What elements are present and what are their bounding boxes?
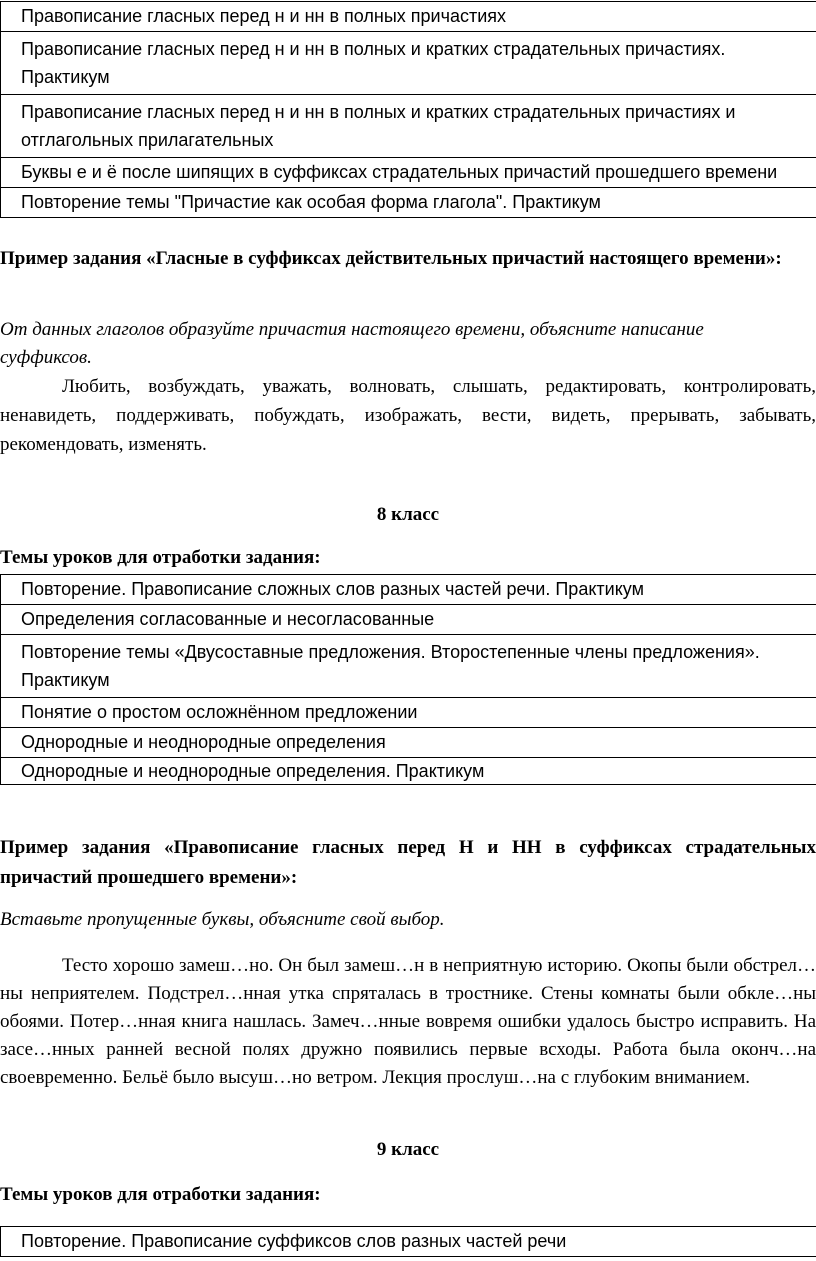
example-heading: Пример задания «Правописание гласных перед Н и НН в суффиксах страдательных причастий прошедшего времени»: (0, 837, 816, 888)
table-cell: Определения согласованные и несогласованные (1, 605, 816, 635)
topics-heading: Темы уроков для отработки задания: (0, 547, 321, 568)
table-row (1, 635, 816, 698)
topics-table-8 (0, 574, 816, 785)
table-row (1, 188, 816, 218)
table-row (1, 758, 816, 785)
table-cell: Понятие о простом осложнённом предложении (1, 698, 816, 728)
table-cell: Повторение темы "Причастие как особая форма глагола". Практикум (1, 188, 816, 218)
table-row (1, 95, 816, 158)
example-instruction: Вставьте пропущенные буквы, объясните свой выбор. (0, 909, 445, 930)
table-row (1, 1227, 816, 1257)
table-row (1, 605, 816, 635)
table-row (1, 158, 816, 188)
table-row (1, 32, 816, 95)
table-cell: Повторение. Правописание суффиксов слов разных частей речи (1, 1227, 816, 1257)
table-cell: Правописание гласных перед н и нн в полных причастиях (1, 2, 816, 32)
topics-table-9 (0, 1226, 816, 1257)
grade-title: 9 класс (376, 1139, 440, 1160)
table-row (1, 728, 816, 758)
table-cell: Правописание гласных перед н и нн в полных и кратких страдательных причастиях и отглагольных прилагательных (1, 95, 816, 158)
table-cell: Правописание гласных перед н и нн в полных и кратких страдательных причастиях. Практикум (1, 32, 816, 95)
table-cell: Однородные и неоднородные определения (1, 728, 816, 758)
table-cell: Повторение. Правописание сложных слов разных частей речи. Практикум (1, 575, 816, 605)
example-instruction: От данных глаголов образуйте причастия настоящего времени, объясните написание суффиксов. (0, 319, 704, 368)
table-row (1, 698, 816, 728)
table-cell: Повторение темы «Двусоставные предложения. Второстепенные члены предложения». Практикум (1, 635, 816, 698)
table-cell: Буквы е и ё после шипящих в суффиксах страдательных причастий прошедшего времени (1, 158, 816, 188)
example-heading: Пример задания «Гласные в суффиксах действительных причастий настоящего времени»: (0, 248, 782, 269)
topics-heading: Темы уроков для отработки задания: (0, 1184, 321, 1205)
table-row (1, 575, 816, 605)
table-row (1, 2, 816, 32)
example-text: Тесто хорошо замеш…но. Он был замеш…н в неприятную историю. Окопы были обстрел…ны неприятелем. Подстрел…нная утка спряталась в тростнике. Стены комнаты были обкле…ны обоями. Потер…нная книга нашлась. Замеч…нные вовремя ошибки удалось быстро исправить. На засе…нных ранней весной полях дружно появились первые всходы. Работа была оконч…на своевременно. Бельё было высуш…но ветром. Лекция прослуш…на с глубоким вниманием. (0, 955, 816, 1088)
example-text: Любить, возбуждать, уважать, волновать, слышать, редактировать, контролировать, ненавидеть, поддерживать, побуждать, изображать, вести, видеть, прерывать, забывать, рекомендовать, изменять. (0, 376, 816, 455)
topics-table-7 (0, 1, 816, 218)
table-cell: Однородные и неоднородные определения. Практикум (1, 758, 816, 785)
grade-title: 8 класс (376, 504, 440, 525)
